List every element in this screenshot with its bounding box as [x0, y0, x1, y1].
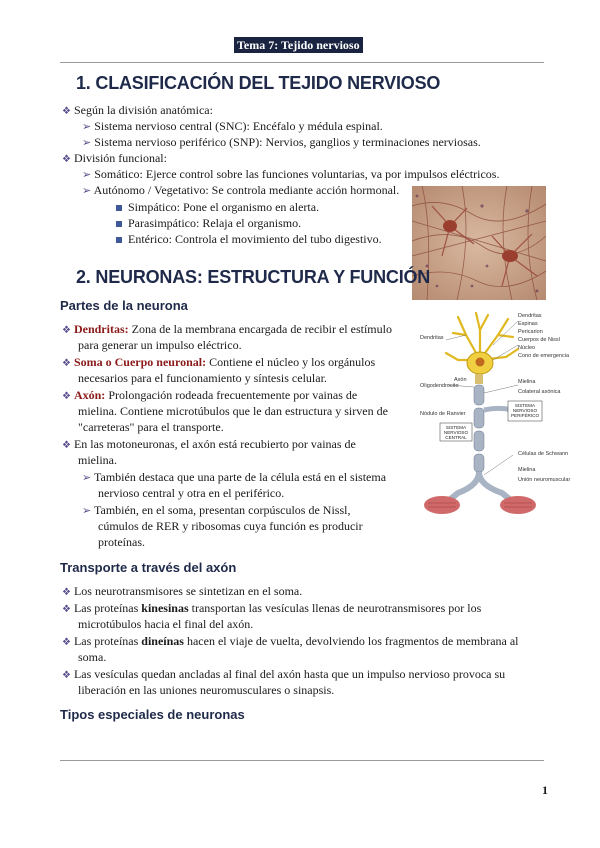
- list-item: ❖ En las motoneuronas, el axón está recubierto por vainas de: [62, 437, 356, 451]
- diagram-label: Dendritas: [420, 335, 444, 341]
- list-item: ❖ Según la división anatómica:: [62, 103, 213, 117]
- list-item-continuation: microtúbulos hacia el final del axón.: [78, 617, 254, 631]
- list-item-continuation: mielina.: [78, 453, 117, 467]
- page-number: 1: [542, 783, 548, 797]
- diagram-label: Mielina: [518, 467, 536, 473]
- square-bullet-icon: [116, 237, 122, 243]
- list-item-continuation: nervioso central y otra en el periférico.: [98, 486, 285, 500]
- diagram-label: Núcleo: [518, 345, 536, 351]
- diagram-label-snc: SISTEMA NERVIOSO CENTRAL: [443, 425, 469, 440]
- list-item: ➢ Somático: Ejerce control sobre las funciones voluntarias, va por impulsos eléctricos.: [82, 167, 500, 181]
- list-item: ➢ Sistema nervioso central (SNC): Encéfalo y médula espinal.: [82, 119, 383, 133]
- list-item: ➢ También destaca que una parte de la célula está en el sistema: [82, 470, 387, 484]
- list-item: ❖ Los neurotransmisores se sintetizan en el soma.: [62, 584, 303, 598]
- diagram-label: Células de Schwann: [518, 451, 569, 457]
- arrow-bullet-icon: ➢: [82, 169, 92, 181]
- diamond-bullet-icon: ❖: [62, 637, 71, 648]
- list-item: ➢ También, en el soma, presentan corpúsculos de Nissl,: [82, 503, 351, 517]
- list-item-continuation: para generar un impulso eléctrico.: [78, 338, 242, 352]
- section-1-heading: 1. CLASIFICACIÓN DEL TEJIDO NERVIOSO: [76, 73, 441, 93]
- diagram-label: Oligodendrocito: [420, 383, 459, 389]
- footer-rule: [60, 760, 544, 761]
- list-item: Entérico: Controla el movimiento del tubo digestivo.: [116, 232, 382, 247]
- nervous-tissue-micrograph: [412, 186, 546, 300]
- diagram-label: Cono de emergencia: [518, 353, 570, 359]
- diagram-label: Mielina: [518, 379, 536, 385]
- diamond-bullet-icon: ❖: [62, 325, 71, 336]
- diamond-bullet-icon: ❖: [62, 358, 71, 369]
- list-item: ❖ División funcional:: [62, 151, 167, 165]
- arrow-bullet-icon: ➢: [82, 472, 92, 484]
- diamond-bullet-icon: ❖: [62, 670, 71, 681]
- list-item: Simpático: Pone el organismo en alerta.: [116, 200, 319, 215]
- diagram-label-snp: SISTEMA NERVIOSO PERIFÉRICO: [510, 403, 540, 418]
- list-item: ➢ Sistema nervioso periférico (SNP): Nervios, ganglios y terminaciones nerviosas.: [82, 135, 481, 149]
- square-bullet-icon: [116, 221, 122, 227]
- diagram-label: Cuerpos de Nissl: [518, 337, 560, 343]
- square-bullet-icon: [116, 205, 122, 211]
- diagram-label: Unión neuromuscular: [518, 477, 571, 483]
- subheading-special: Tipos especiales de neuronas: [60, 707, 245, 722]
- list-item: ❖ Axón: Prolongación rodeada frecuentemente por vainas de: [62, 388, 358, 402]
- list-item: ❖ Las proteínas dineínas hacen el viaje de vuelta, devolviendo los fragmentos de membrana al: [62, 634, 519, 648]
- arrow-bullet-icon: ➢: [82, 137, 92, 149]
- list-item: ❖ Las vesículas quedan ancladas al final del axón hasta que un impulso nervioso provoca su: [62, 667, 506, 681]
- list-item-continuation: liberación en las uniones neuromusculares o sinapsis.: [78, 683, 335, 697]
- header-rule: [60, 62, 544, 63]
- arrow-bullet-icon: ➢: [82, 505, 92, 517]
- list-item: ❖ Dendritas: Zona de la membrana encargada de recibir el estímulo: [62, 322, 392, 336]
- diamond-bullet-icon: ❖: [62, 106, 71, 117]
- diagram-label: Nódulo de Ranvier: [420, 411, 466, 417]
- list-item: ❖ Las proteínas kinesinas transportan las vesículas llenas de neurotransmisores por los: [62, 601, 482, 615]
- section-2-heading: 2. NEURONAS: ESTRUCTURA Y FUNCIÓN: [76, 267, 431, 287]
- document-title: Tema 7: Tejido nervioso: [234, 37, 363, 53]
- subheading-parts: Partes de la neurona: [60, 298, 188, 313]
- list-item-continuation: soma.: [78, 650, 107, 664]
- list-item-continuation: cúmulos de RER y ribosomas cuya función es producir: [98, 519, 363, 533]
- diamond-bullet-icon: ❖: [62, 587, 71, 598]
- subheading-transport: Transporte a través del axón: [60, 560, 237, 575]
- diagram-label: Pericarion: [518, 329, 543, 335]
- list-item-continuation: mielina. Contiene microtúbulos que le dan estructura y sirven de: [78, 404, 388, 418]
- diagram-label: Axón: [454, 377, 467, 383]
- list-item-continuation: "carreteras" para el transporte.: [78, 420, 224, 434]
- neuron-diagram: [418, 305, 571, 525]
- diamond-bullet-icon: ❖: [62, 440, 71, 451]
- diagram-label: Espinas: [518, 321, 538, 327]
- diagram-label: Colateral axónica: [518, 389, 561, 395]
- list-item: Parasimpático: Relaja el organismo.: [116, 216, 301, 231]
- list-item-continuation: necesarios para el funcionamiento y síntesis celular.: [78, 371, 327, 385]
- diamond-bullet-icon: ❖: [62, 604, 71, 615]
- diamond-bullet-icon: ❖: [62, 391, 71, 402]
- list-item-continuation: proteínas.: [98, 535, 145, 549]
- arrow-bullet-icon: ➢: [82, 121, 92, 133]
- list-item: ➢ Autónomo / Vegetativo: Se controla mediante acción hormonal.: [82, 183, 400, 197]
- diamond-bullet-icon: ❖: [62, 154, 71, 165]
- arrow-bullet-icon: ➢: [82, 185, 92, 197]
- diagram-label: Dendritas: [518, 313, 542, 319]
- list-item: ❖ Soma o Cuerpo neuronal: Contiene el núcleo y los orgánulos: [62, 355, 376, 369]
